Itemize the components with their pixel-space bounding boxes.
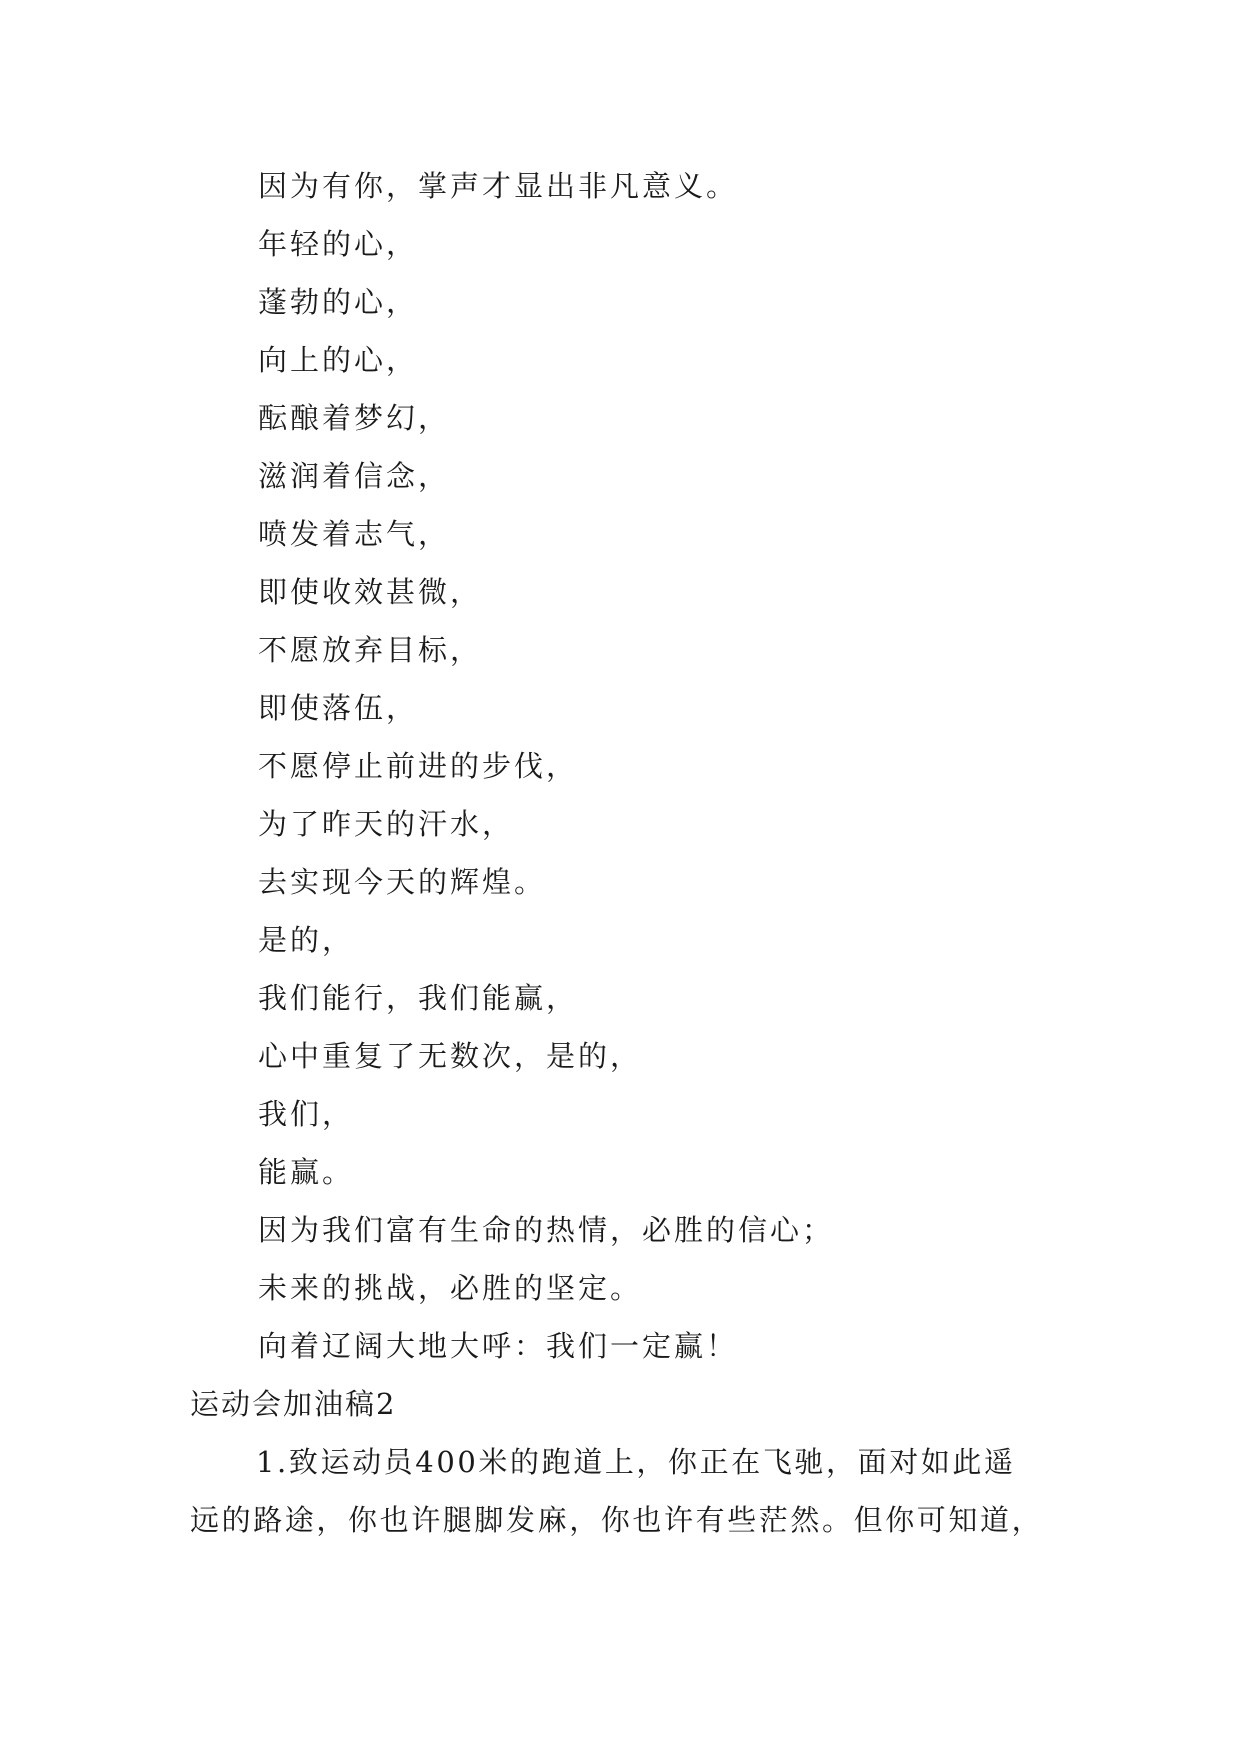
poem-line: 滋润着信念，	[258, 459, 451, 493]
paragraph-line: 远的路途，你也许腿脚发麻，你也许有些茫然。但你可知道，	[190, 1503, 1044, 1537]
poem-line: 未来的挑战，必胜的坚定。	[258, 1271, 643, 1305]
poem-line: 不愿停止前进的步伐，	[258, 749, 579, 783]
poem-line: 向着辽阔大地大呼：我们一定赢！	[258, 1329, 739, 1363]
poem-line: 去实现今天的辉煌。	[258, 865, 547, 899]
section-heading: 运动会加油稿2	[190, 1387, 397, 1421]
paragraph-line: 1.致运动员400米的跑道上，你正在飞驰，面对如此遥	[256, 1445, 1016, 1479]
poem-line: 年轻的心，	[258, 227, 419, 261]
poem-line: 是的，	[258, 923, 355, 957]
poem-line: 酝酿着梦幻，	[258, 401, 451, 435]
poem-line: 即使落伍，	[258, 691, 419, 725]
poem-line: 为了昨天的汗水，	[258, 807, 515, 841]
poem-line: 喷发着志气，	[258, 517, 451, 551]
poem-line: 向上的心，	[258, 343, 419, 377]
poem-line: 不愿放弃目标，	[258, 633, 483, 667]
poem-line: 心中重复了无数次，是的，	[258, 1039, 643, 1073]
poem-line: 蓬勃的心，	[258, 285, 419, 319]
poem-line: 因为有你，掌声才显出非凡意义。	[258, 169, 739, 203]
poem-line: 我们能行，我们能赢，	[258, 981, 579, 1015]
poem-line: 能赢。	[258, 1155, 355, 1189]
poem-line: 我们，	[258, 1097, 355, 1131]
poem-line: 即使收效甚微，	[258, 575, 483, 609]
poem-line: 因为我们富有生命的热情，必胜的信心；	[258, 1213, 835, 1247]
